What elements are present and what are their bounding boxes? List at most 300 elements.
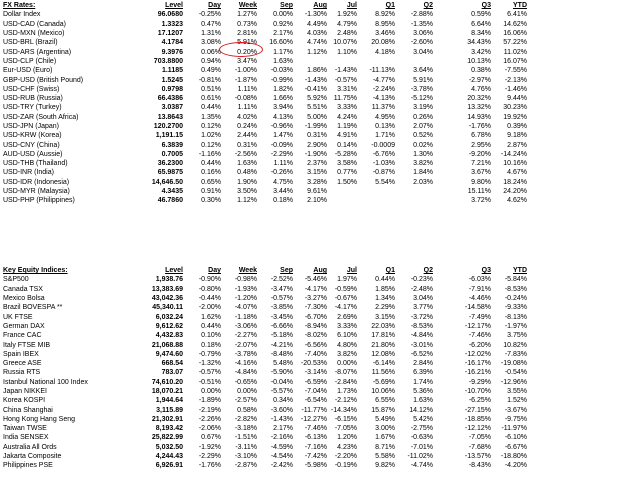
table-cell: -3.10% <box>234 453 257 461</box>
row-label: France CAC <box>3 332 42 340</box>
table-row <box>2 47 528 56</box>
table-cell: 9.61% <box>307 188 327 196</box>
table-row <box>2 461 528 470</box>
table-row <box>2 285 528 294</box>
table-cell: 16.60% <box>269 39 293 47</box>
table-cell: 0.00% <box>237 388 257 395</box>
header-row <box>2 1 528 10</box>
table-cell <box>434 415 454 424</box>
table-cell: 1.47% <box>273 132 293 140</box>
table-cell: 13,383.69 <box>151 285 183 293</box>
table-cell: -6.52% <box>410 350 433 358</box>
table-cell: 0.44% <box>201 160 221 168</box>
table-cell: 1.17% <box>273 48 293 56</box>
table-cell: 5.92% <box>307 95 327 103</box>
table-cell: -0.81% <box>198 76 221 84</box>
equity-indices-table <box>2 266 528 471</box>
row-label: USD-MYR (Malaysia) <box>3 188 70 196</box>
table-cell: 8.92% <box>375 11 395 19</box>
table-cell: 0.26% <box>413 113 433 121</box>
table-cell <box>434 122 454 131</box>
table-cell <box>358 187 396 196</box>
table-cell: 96.0680 <box>157 11 183 19</box>
table-cell: 16.06% <box>503 30 527 38</box>
table-cell: 18.24% <box>503 178 527 186</box>
table-cell: -0.57% <box>198 369 221 377</box>
table-cell: -5.84% <box>504 276 527 284</box>
table-cell: -5.28% <box>334 150 357 158</box>
table-cell: -2.19% <box>198 406 221 414</box>
table-cell: 9.18% <box>507 132 527 140</box>
table-row <box>2 433 528 442</box>
table-cell: 4.80% <box>337 341 357 349</box>
table-cell: -2.00% <box>198 304 221 312</box>
table-cell: 3.08% <box>201 39 221 47</box>
table-cell: 3.44% <box>273 188 293 196</box>
table-cell: 0.00% <box>273 11 293 19</box>
table-cell: 10.16% <box>503 160 527 168</box>
row-label: Italy FTSE MIB <box>3 341 51 349</box>
table-cell <box>434 331 454 340</box>
column-header: Day <box>208 267 221 275</box>
table-row <box>2 294 528 303</box>
table-cell <box>434 20 454 29</box>
table-cell: -3.06% <box>234 322 257 330</box>
column-header: Sep <box>280 2 293 10</box>
table-cell: 0.39% <box>507 123 527 130</box>
table-cell: 66.4386 <box>157 95 183 103</box>
table-row <box>2 396 528 405</box>
table-cell: -6.59% <box>304 378 327 386</box>
column-header: YTD <box>513 267 527 275</box>
table-cell: 5,032.50 <box>155 443 183 451</box>
table-cell: 0.59% <box>471 11 491 19</box>
table-cell: -2.75% <box>410 425 433 433</box>
table-cell: 11.37% <box>371 104 395 112</box>
table-cell: -0.63% <box>410 434 433 442</box>
row-label: USD-MXN (Mexico) <box>3 30 65 38</box>
table-cell: 2.44% <box>237 132 257 140</box>
table-cell <box>434 433 454 442</box>
table-cell: 3.58% <box>337 160 357 168</box>
table-cell: -1.16% <box>198 150 221 158</box>
column-header: Week <box>238 267 257 275</box>
table-row <box>2 140 528 149</box>
table-cell: -4.84% <box>410 332 433 340</box>
table-cell: 0.61% <box>201 95 221 103</box>
table-cell: 16.07% <box>503 57 527 65</box>
table-cell: -10.70% <box>464 388 491 395</box>
table-cell: 5.58% <box>375 453 395 461</box>
table-cell: -4.20% <box>504 462 527 470</box>
table-cell: -11.02% <box>407 453 433 461</box>
table-cell: 1.27% <box>237 11 257 19</box>
table-cell: 1.5245 <box>161 76 183 84</box>
table-cell: 1.90% <box>237 178 257 186</box>
table-cell: -8.94% <box>304 322 327 330</box>
table-cell: 1.67% <box>375 434 395 442</box>
table-cell: -4.07% <box>234 304 257 312</box>
table-cell: 13.8643 <box>157 113 183 121</box>
table-cell: -20.53% <box>300 360 327 368</box>
column-header: Q2 <box>423 2 433 10</box>
table-cell: -0.26% <box>270 169 293 177</box>
table-row <box>2 424 528 433</box>
table-cell: -5.12% <box>410 95 433 103</box>
row-label: USD-BRL (Brazil) <box>3 39 58 47</box>
table-cell: 0.92% <box>273 20 293 28</box>
table-cell <box>434 461 454 470</box>
table-cell: 4.76% <box>471 85 491 93</box>
table-cell: 46.7860 <box>157 197 183 205</box>
table-cell: 0.34% <box>273 397 293 405</box>
table-cell <box>396 196 434 205</box>
column-header: Q1 <box>385 2 395 10</box>
table-cell: 0.20% <box>237 48 257 56</box>
table-cell: 2.90% <box>307 141 327 149</box>
table-row <box>2 452 528 461</box>
table-cell: -6.10% <box>504 434 527 442</box>
table-cell: 1,938.76 <box>155 276 183 284</box>
table-cell: 1.3323 <box>161 20 183 28</box>
table-cell: -1.03% <box>372 160 395 168</box>
table-cell <box>434 187 454 196</box>
row-label: GBP-USD (British Pound) <box>3 76 84 84</box>
table-cell: 0.24% <box>237 123 257 130</box>
table-cell: -1.99% <box>304 123 327 130</box>
column-header: Q1 <box>385 267 395 275</box>
column-header: Sep <box>280 267 293 275</box>
table-row <box>2 275 528 284</box>
table-row <box>2 378 528 387</box>
table-cell: -7.04% <box>304 388 327 395</box>
table-cell: -6.76% <box>372 150 395 158</box>
table-row <box>2 178 528 187</box>
table-cell: 3.28% <box>307 178 327 186</box>
table-cell: 0.38% <box>471 67 491 75</box>
table-row <box>2 29 528 38</box>
table-cell: 3.31% <box>337 85 357 93</box>
row-label: Canada TSX <box>3 285 43 293</box>
table-cell <box>434 368 454 377</box>
table-cell: 0.49% <box>201 67 221 75</box>
table-cell: 3.50% <box>237 188 257 196</box>
table-cell: 0.14% <box>337 141 357 149</box>
table-cell: -3.11% <box>235 443 257 451</box>
table-cell: -0.57% <box>270 295 293 303</box>
row-label: USD-TRY (Turkey) <box>3 104 62 112</box>
table-cell <box>434 443 454 452</box>
table-cell: 1.63% <box>237 160 257 168</box>
table-cell: 9.44% <box>507 95 527 103</box>
row-label: USD-ARS (Argentina) <box>3 48 72 56</box>
table-cell: -7.01% <box>410 443 433 451</box>
table-cell <box>328 57 358 66</box>
table-cell: -0.65% <box>234 378 257 386</box>
table-cell <box>358 196 396 205</box>
table-cell: -1.00% <box>234 67 257 75</box>
table-cell: 3.75% <box>507 332 527 340</box>
table-cell: -5.69% <box>372 378 395 386</box>
column-header: Aug <box>313 2 327 10</box>
table-cell: -8.48% <box>270 350 293 358</box>
row-label: Mexico Bolsa <box>3 295 45 303</box>
table-cell: 5.91% <box>413 76 433 84</box>
table-cell: -0.99% <box>270 76 293 84</box>
table-row <box>2 103 528 112</box>
table-cell <box>434 29 454 38</box>
table-cell: 3.64% <box>413 67 433 75</box>
table-cell: -5.46% <box>304 276 327 284</box>
table-cell: 10.82% <box>503 341 527 349</box>
table-cell: 0.31% <box>237 141 257 149</box>
table-cell <box>434 131 454 140</box>
table-cell: 5.51% <box>307 104 327 112</box>
table-cell: 1.30% <box>413 150 433 158</box>
table-cell: -1.30% <box>304 11 327 19</box>
table-cell <box>434 38 454 47</box>
table-cell: 3.33% <box>337 104 357 112</box>
table-cell <box>434 396 454 405</box>
table-cell: 36.2300 <box>157 160 183 168</box>
row-label: Jakarta Composite <box>3 453 62 461</box>
table-cell: -0.25% <box>198 11 221 19</box>
table-cell: 8,193.42 <box>155 425 183 433</box>
table-cell <box>434 452 454 461</box>
table-cell: 4.3435 <box>161 188 183 196</box>
table-cell <box>434 405 454 414</box>
table-cell: 1.35% <box>201 113 221 121</box>
table-cell: -12.02% <box>464 350 491 358</box>
row-label: Taiwan TWSE <box>3 425 47 433</box>
table-cell: 4.13% <box>273 113 293 121</box>
table-cell: -7.55% <box>504 67 527 75</box>
table-row <box>2 340 528 349</box>
table-cell: 4.95% <box>375 113 395 121</box>
row-label: Eur-USD (Euro) <box>3 67 53 75</box>
table-cell: -4.77% <box>372 76 395 84</box>
table-cell: 5.36% <box>413 388 433 395</box>
column-header: Level <box>165 267 183 275</box>
table-cell: 9,612.62 <box>155 322 183 330</box>
table-cell: 4.67% <box>507 169 527 177</box>
table-cell: -0.57% <box>334 76 357 84</box>
table-cell: -6.20% <box>468 341 491 349</box>
table-cell: 0.31% <box>307 132 327 140</box>
table-cell: -4.16% <box>234 360 257 368</box>
table-cell: 2.29% <box>375 304 395 312</box>
table-cell: -0.80% <box>198 285 221 293</box>
table-cell: 6.10% <box>337 332 357 340</box>
table-cell: -3.78% <box>410 85 433 93</box>
table-cell: -0.51% <box>198 378 221 386</box>
table-cell: -4.54% <box>270 453 293 461</box>
table-cell: 0.18% <box>201 341 221 349</box>
table-cell: -0.0009 <box>371 141 395 149</box>
table-cell: 0.51% <box>201 85 221 93</box>
table-cell: 15.11% <box>467 188 491 196</box>
row-label: AUD-USD (Aussie) <box>3 150 63 158</box>
table-cell: -16.17% <box>464 360 491 368</box>
row-label: Korea KOSPI <box>3 397 46 405</box>
table-cell: -4.74% <box>410 462 433 470</box>
table-cell: 2.03% <box>413 178 433 186</box>
row-label: Dollar Index <box>3 11 41 19</box>
table-row <box>2 359 528 368</box>
table-cell <box>434 85 454 94</box>
table-cell: 4.79% <box>337 20 357 28</box>
table-cell <box>434 113 454 122</box>
table-cell: -0.41% <box>304 85 327 93</box>
row-label: USD-CLP (Chile) <box>3 57 57 65</box>
table-cell: 1.63% <box>413 397 433 405</box>
row-label: UK FTSE <box>3 313 33 321</box>
table-cell: -12.27% <box>300 415 327 423</box>
table-cell: 65.9875 <box>157 169 183 177</box>
table-row <box>2 405 528 414</box>
table-cell: 3.67% <box>471 169 491 177</box>
table-cell: -8.13% <box>504 313 527 321</box>
table-cell <box>434 359 454 368</box>
table-cell: -9.29% <box>468 378 491 386</box>
row-label: Philippines PSE <box>3 462 53 470</box>
table-cell: 0.47% <box>201 20 221 28</box>
table-cell: -6.25% <box>468 397 491 405</box>
table-cell: -7.68% <box>468 443 491 451</box>
table-cell: -11.97% <box>501 425 527 433</box>
table-cell: -1.89% <box>198 397 221 405</box>
table-cell: -3.60% <box>270 406 293 414</box>
table-cell: -7.42% <box>304 453 327 461</box>
table-cell: -4.59% <box>270 443 293 451</box>
table-cell: -0.09% <box>270 141 293 149</box>
table-cell: 4.24% <box>337 113 357 121</box>
table-row <box>2 57 528 66</box>
table-row <box>2 322 528 331</box>
table-row <box>2 303 528 312</box>
table-cell: 7.21% <box>471 160 491 168</box>
table-cell: 74,610.20 <box>151 378 183 386</box>
column-header: Jul <box>346 2 357 10</box>
table-row <box>2 85 528 94</box>
table-cell: 0.30% <box>201 197 221 205</box>
table-cell: 1.86% <box>307 67 327 75</box>
column-header: Jul <box>346 267 357 275</box>
table-cell: -8.43% <box>468 462 491 470</box>
table-cell: 0.65% <box>201 178 221 186</box>
table-cell: -0.96% <box>270 123 293 130</box>
table-cell: 4.02% <box>237 113 257 121</box>
table-cell: 21.80% <box>371 341 395 349</box>
table-cell: 1.62% <box>201 313 221 321</box>
table-cell: 6.64% <box>471 20 491 28</box>
table-cell: 1.11% <box>237 85 257 93</box>
column-header <box>434 266 454 275</box>
table-cell <box>434 424 454 433</box>
table-row <box>2 387 528 396</box>
table-cell: -0.24% <box>504 295 527 303</box>
table-cell: 4.23% <box>337 443 357 451</box>
table-cell: -14.24% <box>500 150 527 158</box>
table-cell: -6.66% <box>270 322 293 330</box>
table-cell: 1.12% <box>307 48 327 56</box>
table-cell <box>434 103 454 112</box>
table-cell: 19.92% <box>503 113 527 121</box>
table-cell: 3.94% <box>273 104 293 112</box>
column-header <box>434 1 454 10</box>
table-cell: 14.12% <box>409 406 433 414</box>
table-cell: 20.32% <box>467 95 491 103</box>
table-row <box>2 312 528 321</box>
table-cell: 4.49% <box>307 20 327 28</box>
table-cell: -12.17% <box>464 322 491 330</box>
table-row <box>2 94 528 103</box>
section-title: Key Equity Indices: <box>3 267 68 275</box>
table-cell: 1.73% <box>337 388 357 395</box>
table-cell: -1.51% <box>234 434 257 442</box>
table-cell: 1.1185 <box>161 67 183 75</box>
table-cell: 43,042.36 <box>151 295 183 303</box>
table-cell: 0.18% <box>273 197 293 205</box>
table-cell: 1.19% <box>337 123 357 130</box>
table-cell: -8.02% <box>304 332 327 340</box>
table-cell: 2.10% <box>307 197 327 205</box>
table-cell: 10.07% <box>333 39 357 47</box>
table-cell: -2.57% <box>234 397 257 405</box>
header-row <box>2 266 528 275</box>
table-cell: 0.00% <box>201 388 221 395</box>
table-cell <box>434 168 454 177</box>
table-row <box>2 350 528 359</box>
table-cell: -7.49% <box>468 313 491 321</box>
table-cell: 2.17% <box>273 425 293 433</box>
table-cell: 34.43% <box>467 39 491 47</box>
row-label: Brazil BOVESPA ** <box>3 304 63 312</box>
table-cell: 1.71% <box>375 132 395 140</box>
table-cell <box>434 275 454 284</box>
table-cell: -8.53% <box>410 322 433 330</box>
table-cell: 0.58% <box>237 406 257 414</box>
table-cell: 1.92% <box>337 11 357 19</box>
table-cell <box>434 378 454 387</box>
table-cell: -2.60% <box>410 39 433 47</box>
table-cell: 25,822.99 <box>151 434 183 442</box>
table-cell <box>434 57 454 66</box>
table-cell: 14,646.50 <box>151 178 183 186</box>
table-cell: 0.73% <box>237 20 257 28</box>
table-cell <box>434 294 454 303</box>
table-cell: 668.54 <box>161 360 183 368</box>
table-cell: 57.22% <box>503 39 527 47</box>
table-cell: -2.13% <box>504 76 527 84</box>
table-cell <box>294 57 328 66</box>
table-cell: 3.06% <box>413 30 433 38</box>
table-row <box>2 131 528 140</box>
table-cell <box>358 57 396 66</box>
table-cell: -6.15% <box>334 415 357 423</box>
table-cell <box>434 66 454 75</box>
table-cell <box>434 75 454 84</box>
table-cell: -18.80% <box>500 453 527 461</box>
table-cell: -0.79% <box>198 350 221 358</box>
table-cell: 783.07 <box>161 369 183 377</box>
table-row <box>2 196 528 205</box>
table-cell: -1.35% <box>410 20 433 28</box>
table-cell: -3.45% <box>270 313 293 321</box>
table-cell: 0.7005 <box>161 150 183 158</box>
table-cell: -7.83% <box>504 350 527 358</box>
table-row <box>2 150 528 159</box>
